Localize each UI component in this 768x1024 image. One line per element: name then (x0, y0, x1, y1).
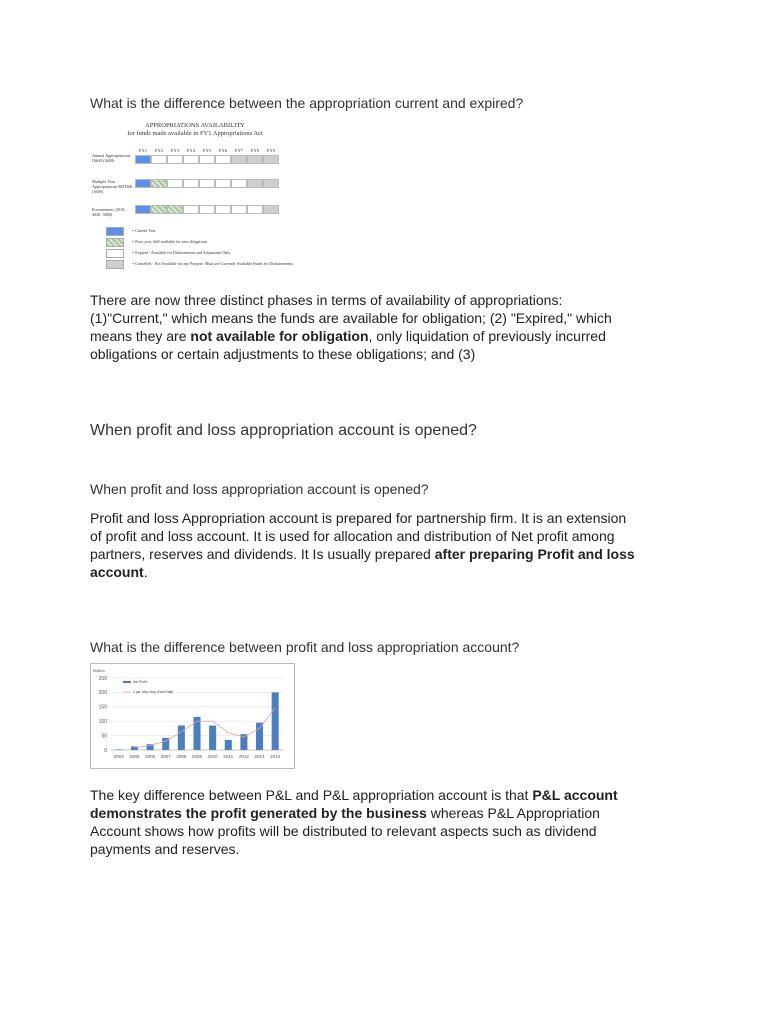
x-tick-label: 2010 (207, 754, 218, 759)
x-tick-label: 2008 (176, 754, 187, 759)
y-tick-label: 50 (101, 733, 107, 740)
net-profit-chart (90, 663, 295, 769)
fy-header: FY5 (202, 148, 211, 153)
legend-swatch (106, 238, 124, 247)
legend-text: = Prior year, Still available for new obligations (132, 239, 208, 244)
fy-header: FY1 (138, 148, 147, 153)
legend-text: = Expired - Available for Disbursement and Adjustment Only (132, 250, 231, 255)
availability-cell (247, 155, 263, 164)
paragraph-appropriation-phases: There are now three distinct phases in terms of availability of appropriations: (1)"Current," which means the funds are available for obligation; (2) "Expired," which means they are not available for obligation, only liquidation of previously incurred obligations or certain adjustments to these obligations; and (3) (90, 292, 612, 362)
row-label: Annual Appropriations O&M (3400) (92, 153, 131, 163)
appropriations-availability-figure (90, 120, 300, 278)
availability-cell (263, 155, 279, 164)
y-tick-label: 0 (104, 747, 107, 754)
fy-header: FY4 (186, 148, 195, 153)
row-label: Multiple Year Appropriations RDT&E (3600) (92, 179, 133, 194)
legend-bar-swatch (123, 681, 131, 683)
fy-header: FY3 (170, 148, 179, 153)
bar (131, 747, 138, 750)
y-tick-label: 150 (98, 704, 107, 711)
fy-header: FY7 (234, 148, 243, 153)
figure-title: APPROPRIATIONS AVAILABILITY (145, 122, 245, 129)
question-current-expired: What is the difference between the appropriation current and expired? (90, 95, 524, 111)
paragraph-key-difference: The key difference between P&L and P&L appropriation account is that P&L account demonstrates the profit generated by the business whereas P&L Appropriation Account shows how profits will be distributed to relevant aspects such as dividend payments and reserves. (90, 787, 618, 857)
availability-cell (247, 179, 263, 188)
x-tick-label: 2011 (223, 754, 234, 759)
availability-cell (263, 179, 279, 188)
legend-swatch (106, 260, 124, 269)
x-tick-label: 2007 (160, 754, 171, 759)
legend-swatch (106, 249, 124, 258)
section-heading: When profit and loss appropriation account is opened? (90, 422, 477, 439)
availability-cell (199, 155, 215, 164)
availability-cell (263, 205, 279, 214)
availability-cell (231, 155, 247, 164)
y-tick-label: 250 (98, 675, 107, 682)
availability-cell (167, 205, 183, 214)
bar (209, 726, 216, 750)
availability-cell (167, 155, 183, 164)
legend-swatch (106, 227, 124, 236)
availability-cell (135, 205, 151, 214)
question-when-opened: When profit and loss appropriation account is opened? (90, 481, 429, 497)
availability-cell (231, 205, 247, 214)
availability-cell (215, 205, 231, 214)
availability-cell (151, 205, 167, 214)
y-tick-label: 200 (98, 690, 107, 697)
figure-subtitle: for funds made available in FY1 Appropriations Act (127, 130, 263, 137)
availability-cell (151, 155, 167, 164)
legend-text: = Cancelled - Not Available for any Purpose. Must use Currently Available Funds for Disbursements (132, 261, 294, 266)
availability-cell (199, 205, 215, 214)
legend-text: = Current Year (132, 228, 156, 233)
availability-cell (231, 179, 247, 188)
bar (193, 717, 200, 750)
x-tick-label: 2013 (254, 754, 265, 759)
availability-cell (215, 179, 231, 188)
chart-svg (91, 664, 294, 768)
availability-cell (135, 179, 151, 188)
x-tick-label: 2009 (191, 754, 203, 759)
moving-average-line (135, 708, 276, 749)
fy-header: FY2 (154, 148, 163, 153)
question-difference-pl: What is the difference between profit and loss appropriation account? (90, 639, 520, 655)
y-unit-label: $Million (93, 669, 105, 673)
availability-cell (135, 155, 151, 164)
availability-cell (151, 179, 167, 188)
availability-cell (183, 179, 199, 188)
x-tick-label: 2004 (113, 754, 124, 759)
row-label: Procurement (3010, 3020, 3080) (92, 207, 126, 217)
availability-cell (183, 205, 199, 214)
fy-header: FY9 (266, 148, 275, 153)
x-tick-label: 2006 (145, 754, 156, 759)
y-tick-label: 100 (98, 719, 107, 725)
x-tick-label: 2005 (129, 754, 140, 759)
bar (256, 723, 263, 750)
availability-cell (183, 155, 199, 164)
availability-cell (247, 205, 263, 214)
fy-header: FY6 (218, 148, 227, 153)
bar (225, 740, 232, 750)
availability-cell (215, 155, 231, 164)
bar (272, 692, 279, 750)
bar (178, 726, 185, 750)
availability-cell (199, 179, 215, 188)
x-tick-label: 2012 (238, 754, 249, 759)
availability-cell (167, 179, 183, 188)
fy-header: FY8 (250, 148, 259, 153)
legend-label: 2 per. Mov. Avg. (Net Profit) (133, 690, 174, 694)
x-tick-label: 2014 (270, 754, 281, 759)
bar (115, 749, 122, 750)
legend-label: Net Profit (133, 680, 147, 684)
paragraph-pl-appropriation: Profit and loss Appropriation account is prepared for partnership firm. It is an extension of profit and loss account. It is used for allocation and distribution of Net profit among partners, reserves and dividends. It Is usually prepared after preparing Profit and loss account. (90, 510, 635, 580)
